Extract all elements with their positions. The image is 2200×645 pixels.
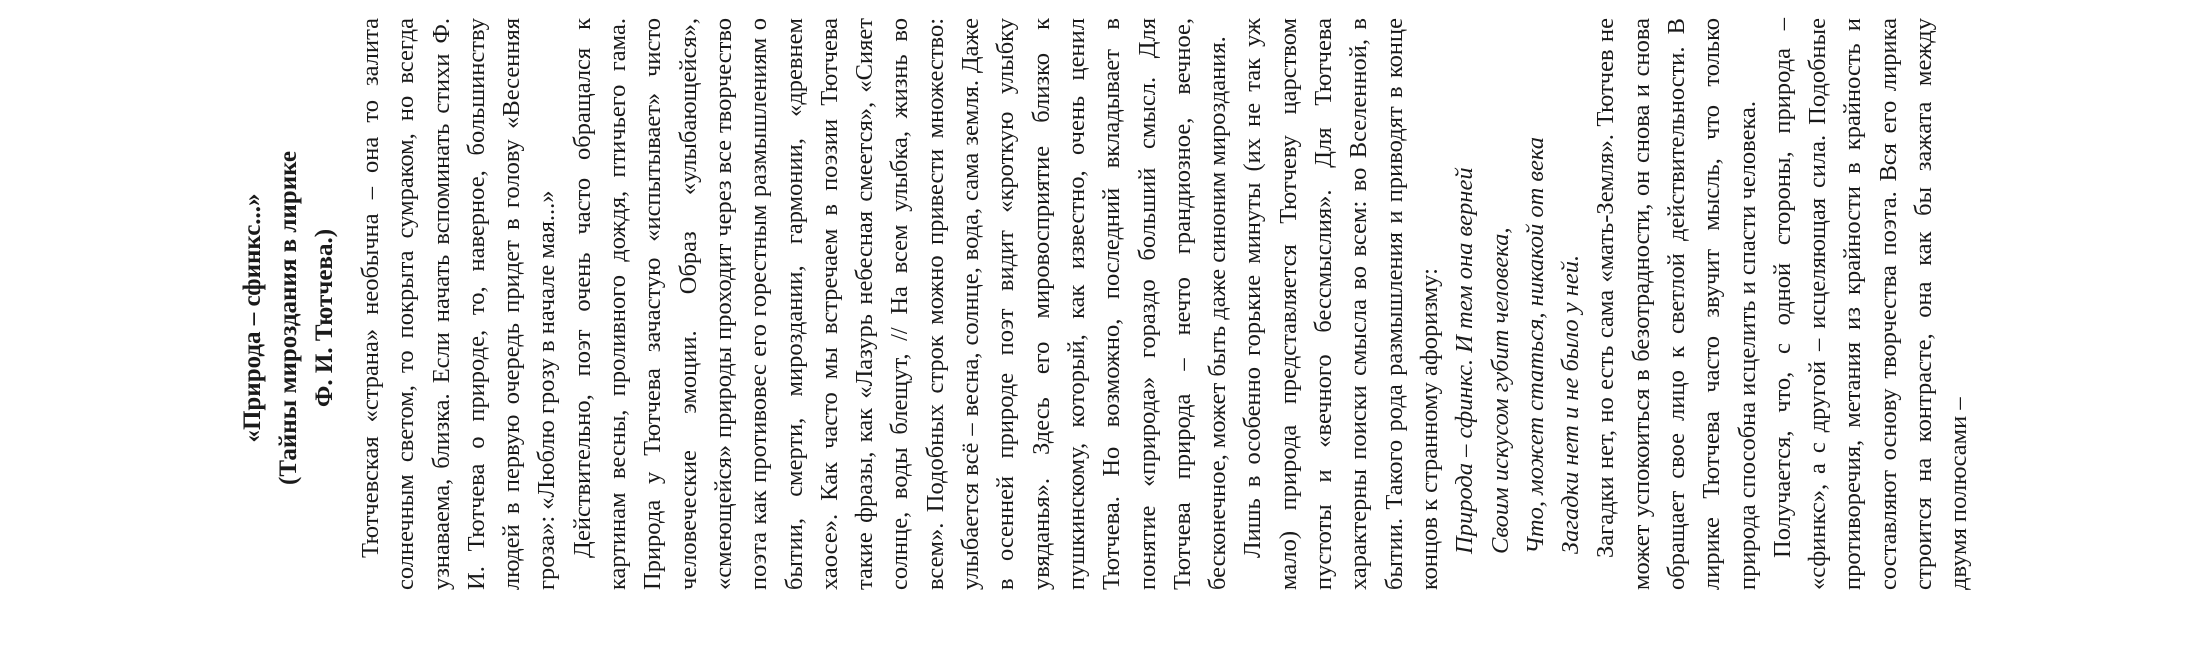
verse-quote [1447, 18, 1588, 590]
paragraph: Действительно, поэт очень часто обращался к картинам весны, проливного дождя, птичьего гама. Природа у Тютчева зачастую «испытывает» чисто человеческие эмоции. Образ «улыбающейся», «смеющейся» природы проходит через все творчество поэта как противовес его горестным размышлениям о бытии, смерти, мироздании, гармонии, «древнем хаосе». Как часто мы встречаем в поэзии Тютчева такие фразы, как «Лазурь небесная смеется», «Сияет солнце, воды блещут, // На всем улыбка, жизнь во всем». Подобных строк можно привести множество: улыбается всё – весна, солнце, вода, сама земля. Даже в осенней природе поэт видит «кроткую улыбку увяданья». Здесь его мировосприятие близко к пушкинскому, который, как известно, очень ценил Тютчева. Но возможно, последний вкладывает в понятие «природа» гораздо больший смысл. Для Тютчева природа – нечто грандиозное, вечное, бесконечное, может быть даже синоним мироздания. [568, 18, 1232, 590]
article [235, 18, 1977, 590]
paragraph: Получается, что, с одной стороны, природа – «сфинкс», а с другой – исцеляющая сила. Подобные противоречия, метания из крайности в крайность и составляют основу творчества поэта. Вся его лирика строится на контрасте, она как бы зажата между двумя полюсами – [1768, 18, 1973, 590]
title-line: (Тайны мироздания в лирике [275, 151, 302, 485]
title-line: «Природа – сфинкс...» [239, 193, 266, 443]
verse-line: Что, может статься, никакой от века [1521, 137, 1549, 554]
paragraph: Лишь в особенно горькие минуты (их не так уж мало) природа представляется Тютчеву царством пустоты и «вечного бессмыслия». Для Тютчева характерны поиски смысла во всем: во Вселенной, в бытии. Такого рода размышления и приводят в конце концов к странному афоризму: [1239, 18, 1443, 590]
paragraph: Загадки нет, но есть сама «мать-Земля». Тютчев не может успокоиться в безотрадности, он снова и снова обращает свое лицо к светлой действительности. В лирике Тютчева часто звучит мысль, что только природа способна исцелить и спасти человека. [1592, 18, 1761, 590]
article-title [235, 32, 343, 604]
verse-line: Своим искусом губит человека, [1486, 227, 1514, 554]
verse-line: Природа – сфинкс. И тем она верней [1451, 167, 1479, 554]
verse-line: Загадки нет и не было у ней. [1557, 254, 1585, 554]
title-line: Ф. И. Тютчева.) [311, 228, 338, 408]
paragraph: Тютчевская «страна» необычна – она то залита солнечным светом, то покрыта сумраком, но всегда узнаваема, близка. Если начать вспоминать стихи Ф. И. Тютчева о природе, то, наверное, большинству людей в первую очередь придет в голову «Весенняя гроза»: «Люблю грозу в начале мая...» [357, 18, 561, 590]
article-body [353, 18, 1977, 590]
